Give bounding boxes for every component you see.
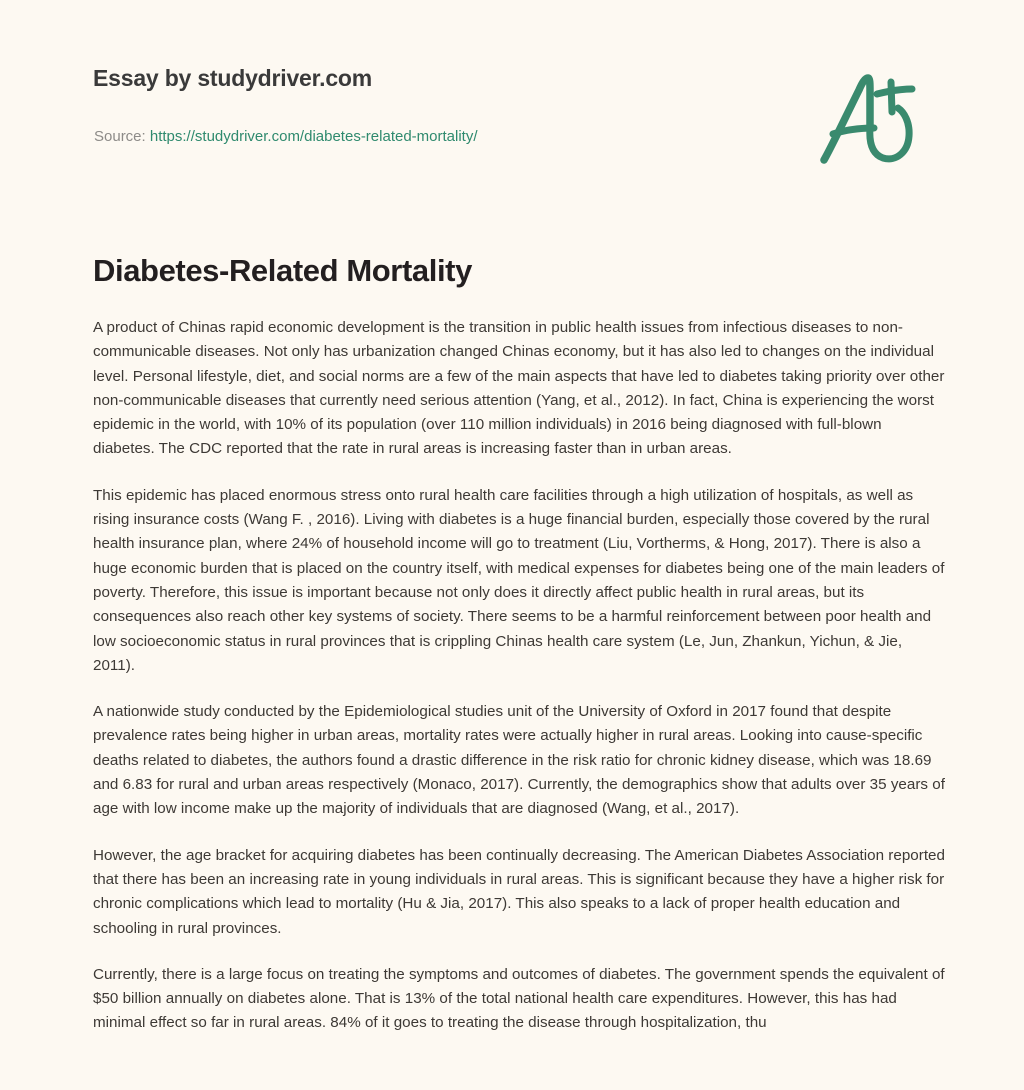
- paragraph: This epidemic has placed enormous stress onto rural health care facilities through a high utilization of hospitals, as well as rising insurance costs (Wang F. , 2016). Living with diabetes is a huge financial burden, especially those covered by the rural health insurance plan, where 24% of household income will go to treatment (Liu, Vortherms, & Hong, 2017). There is also a huge economic burden that is placed on the country itself, with medical expenses for diabetes being one of the main leaders of poverty. Therefore, this issue is important because not only does it directly affect public health in rural areas, but its consequences also reach other key systems of society. There seems to be a harmful reinforcement between poor health and low socioeconomic status in rural provinces that is crippling Chinas health care system (Le, Jun, Zhankun, Yichun, & Jie, 2011).: [93, 486, 945, 674]
- page-title: Diabetes-Related Mortality: [93, 253, 472, 288]
- content-clip-mask: [0, 1072, 1024, 1090]
- paragraph: However, the age bracket for acquiring diabetes has been continually decreasing. The American Diabetes Association reported that there has been an increasing rate in young individuals in rural areas. This is significant because they have a higher risk for chronic complications which lead to mortality (Hu & Jia, 2017). This also speaks to a lack of proper health education and schooling in rural provinces.: [93, 846, 945, 937]
- source-line: [94, 126, 478, 148]
- source-label: Source:: [94, 128, 146, 145]
- paragraph: A nationwide study conducted by the Epidemiological studies unit of the University of Oxford in 2017 found that despite prevalence rates being higher in urban areas, mortality rates were actually higher in rural areas. Looking into cause-specific deaths related to diabetes, the authors found a drastic difference in the risk ratio for chronic kidney disease, which was 18.69 and 6.83 for rural and urban areas respectively (Monaco, 2017). Currently, the demographics show that adults over 35 years of age with low income make up the majority of individuals that are diagnosed (Wang, et al., 2017).: [93, 703, 945, 818]
- article-body: [93, 316, 945, 1036]
- paragraph: Currently, there is a large focus on treating the symptoms and outcomes of diabetes. The government spends the equivalent of $50 billion annually on diabetes alone. That is 13% of the total national health care expenditures. However, this has had minimal effect so far in rural areas. 84% of it goes to treating the disease through hospitalization, thu: [93, 965, 945, 1032]
- paragraph: A product of Chinas rapid economic development is the transition in public health issues from infectious diseases to non-communicable diseases. Not only has urbanization changed Chinas economy, but it has also led to changes on the individual level. Personal lifestyle, diet, and social norms are a few of the main aspects that have led to diabetes taking priority over other non-communicable diseases that currently need serious attention (Yang, et al., 2012). In fact, China is experiencing the worst epidemic in the world, with 10% of its population (over 110 million individuals) in 2016 being diagnosed with full-blown diabetes. The CDC reported that the rate in rural areas is increasing faster than in urban areas.: [93, 319, 945, 458]
- a-plus-logo-icon: [812, 68, 930, 168]
- article: [93, 252, 945, 1036]
- page-header: [0, 0, 1024, 200]
- byline: Essay by studydriver.com: [93, 65, 373, 91]
- source-url-link[interactable]: https://studydriver.com/diabetes-related-mortality/: [149, 128, 478, 145]
